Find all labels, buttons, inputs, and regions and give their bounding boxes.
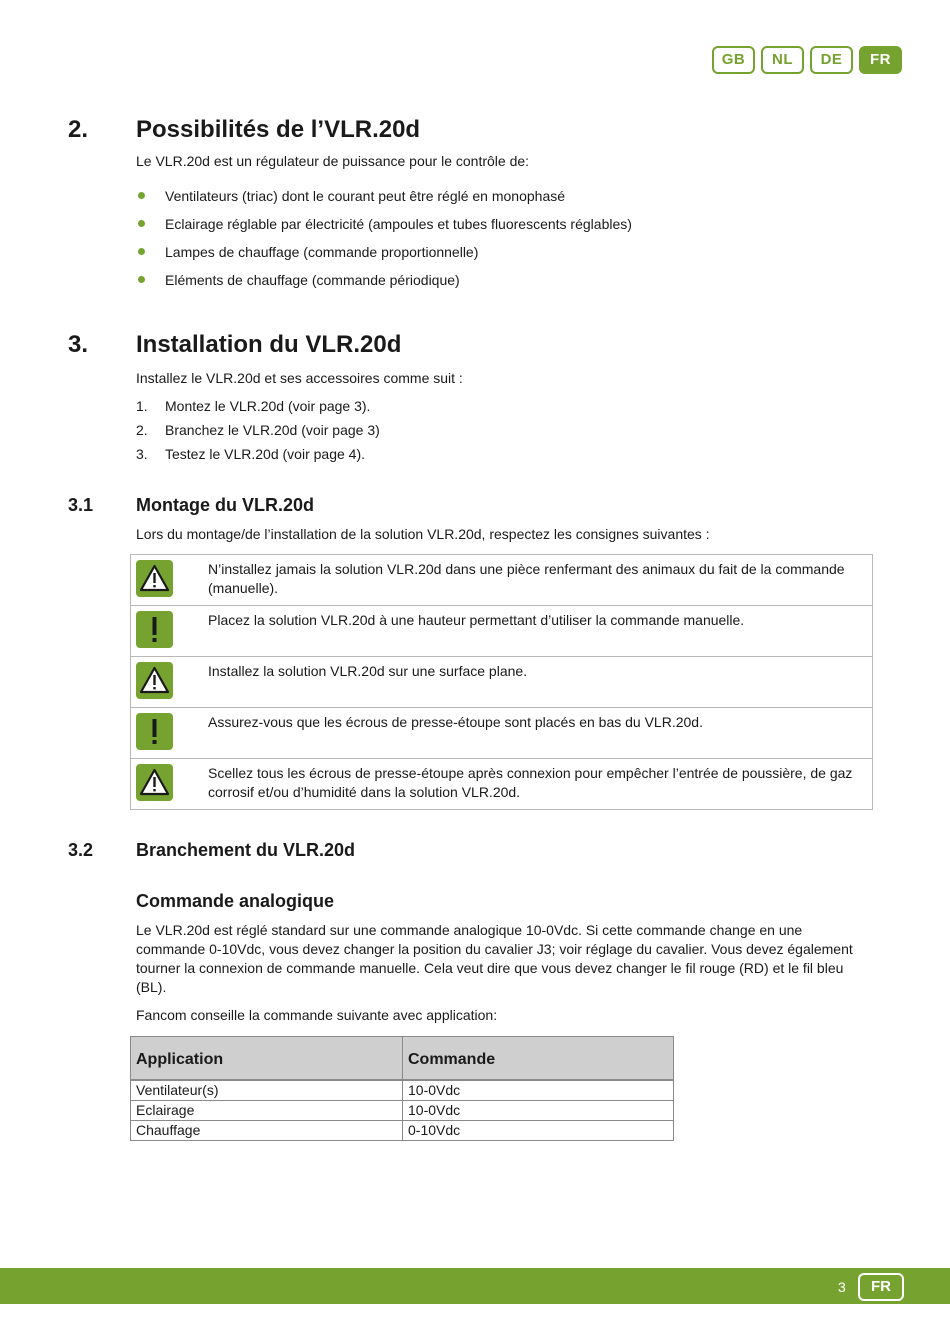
exclamation-icon: [136, 713, 173, 750]
lang-fr[interactable]: FR: [859, 46, 902, 74]
warning-triangle-icon: [136, 662, 173, 699]
bullet-dot-icon: [138, 220, 145, 227]
bullet-dot-icon: [138, 192, 145, 199]
column-header: Commande: [403, 1037, 674, 1081]
section-number: 2.: [68, 116, 89, 143]
table-header-row: [131, 1037, 674, 1081]
lang-gb[interactable]: GB: [712, 46, 755, 74]
table-row: Scellez tous les écrous de presse-étoupe après connexion pour empêcher l’entrée de poussière, de gaz corrosif et/ou d’humidité dans la solution VLR.20d.: [131, 759, 872, 810]
table-cell: Eclairage: [131, 1101, 403, 1121]
list-item: Eléments de chauffage (commande périodique): [136, 270, 856, 298]
footer-language-badge: FR: [858, 1273, 904, 1301]
bullet-list: [136, 186, 856, 298]
language-selector: [712, 46, 902, 74]
section-number: 3.2: [68, 840, 94, 860]
list-item: Lampes de chauffage (commande proportionnelle): [136, 242, 856, 270]
section-3-intro: Installez le VLR.20d et ses accessoires comme suit :: [136, 370, 463, 386]
section-2-heading: [68, 116, 868, 146]
column-header: Application: [131, 1037, 403, 1081]
table-cell: 0-10Vdc: [403, 1121, 674, 1141]
table-row: N’installez jamais la solution VLR.20d dans une pièce renfermant des animaux du fait de la commande (manuelle).: [131, 555, 872, 606]
warning-triangle-icon: [136, 764, 173, 801]
section-title: Installation du VLR.20d: [136, 331, 402, 358]
page-number: 3: [838, 1279, 846, 1295]
table-row: [131, 1080, 674, 1101]
section-number: 3.: [68, 331, 89, 358]
section-3-1-intro: Lors du montage/de l’installation de la solution VLR.20d, respectez les consignes suivantes :: [136, 526, 710, 542]
table-cell: 10-0Vdc: [403, 1101, 674, 1121]
section-number: 3.1: [68, 495, 94, 515]
footer-bar: [0, 1268, 950, 1304]
section-3-1-heading: [68, 495, 868, 519]
bullet-dot-icon: [138, 248, 145, 255]
application-table: [130, 1036, 674, 1141]
warning-triangle-icon: [136, 560, 173, 597]
table-row: Placez la solution VLR.20d à une hauteur permettant d’utiliser la commande manuelle.: [131, 606, 872, 657]
bullet-dot-icon: [138, 276, 145, 283]
safety-instructions-table: [130, 554, 873, 810]
table-cell: Ventilateur(s): [131, 1080, 403, 1101]
paragraph: Fancom conseille la commande suivante avec application:: [136, 1007, 498, 1023]
section-title: Branchement du VLR.20d: [136, 840, 356, 860]
section-2-intro: Le VLR.20d est un régulateur de puissance pour le contrôle de:: [136, 153, 530, 169]
table-cell: 10-0Vdc: [403, 1080, 674, 1101]
section-title: Possibilités de l’VLR.20d: [136, 116, 421, 143]
list-item: Ventilateurs (triac) dont le courant peut être réglé en monophasé: [136, 186, 856, 214]
lang-de[interactable]: DE: [810, 46, 853, 74]
table-cell: Chauffage: [131, 1121, 403, 1141]
section-3-heading: [68, 331, 868, 361]
lang-nl[interactable]: NL: [761, 46, 804, 74]
table-row: [131, 1101, 674, 1121]
paragraph: Le VLR.20d est réglé standard sur une commande analogique 10-0Vdc. Si cette commande change en une commande 0-10Vdc, vous devez changer la position du cavalier J3; voir réglage du cavalier. Vous devez également tourner la connexion de commande manuelle. Cela veut dire que vous devez changer le fil rouge (RD) et le fil bleu (BL).: [136, 922, 853, 995]
section-title: Montage du VLR.20d: [136, 495, 315, 515]
table-row: [131, 1121, 674, 1141]
list-item: Eclairage réglable par électricité (ampoules et tubes fluorescents réglables): [136, 214, 856, 242]
subsection-title: Commande analogique: [136, 891, 335, 911]
table-row: Installez la solution VLR.20d sur une surface plane.: [131, 657, 872, 708]
section-3-2-heading: [68, 840, 868, 864]
table-row: Assurez-vous que les écrous de presse-étoupe sont placés en bas du VLR.20d.: [131, 708, 872, 759]
exclamation-icon: [136, 611, 173, 648]
